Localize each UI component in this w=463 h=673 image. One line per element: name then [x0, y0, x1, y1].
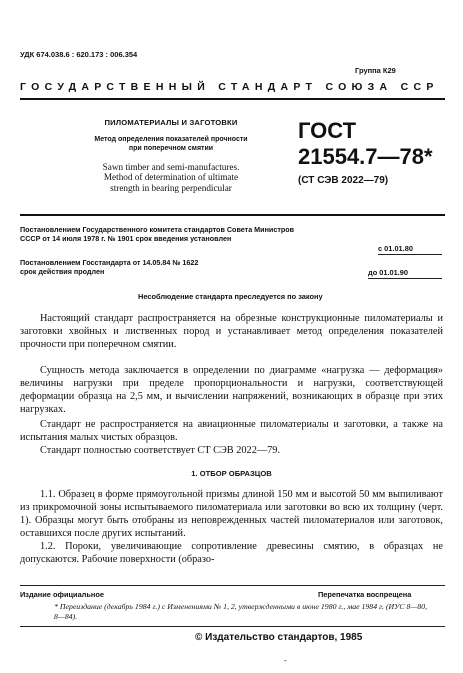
section-title: 1. ОТБОР ОБРАЗЦОВ [191, 469, 272, 478]
decree-first [20, 225, 294, 243]
document-title: ПИЛОМАТЕРИАЛЫ И ЗАГОТОВКИ [104, 118, 238, 127]
page-mark: - [284, 656, 287, 665]
date-underline [378, 254, 442, 255]
english-title-line: strength in bearing perpendicular [110, 182, 232, 193]
body-paragraph: Стандарт полностью соответствует СТ СЭВ 2022—79. [40, 445, 281, 456]
body-paragraph: 1.2. Пороки, увеличивающие сопротивление древесины смятию, в образцах не допускаются. Рабочие поверхности (образо- [20, 541, 443, 565]
decree-second-date: до 01.01.90 [368, 268, 409, 277]
penalty-notice: Несоблюдение стандарта преследуется по закону [138, 292, 323, 301]
english-title-line: Sawn timber and semi-manufactures. [102, 162, 240, 172]
decree-first-date: с 01.01.80 [378, 244, 413, 253]
footer-rule [20, 626, 445, 627]
body-paragraph: 1.1. Образец в форме прямоугольной призмы длиной 150 мм и высотой 50 мм выпиливают из прикромочной зоны испытываемого пиломатериала или заготовки во всю их толщину (черт. 1). Образцы могут быть отобраны из неповрежденных частей пиломатериалов или заготовок, оставшихся после других испытаний. [20, 489, 443, 539]
body-paragraph: Стандарт не распространяется на авиационные пиломатериалы и заготовки, а также на испытания малых чистых образцов. [20, 419, 443, 443]
gost-block [298, 120, 448, 186]
footnote: * Переиздание (декабрь 1984 г.) с Изменениями № 1, 2, утвержденными в июне 1980 г., мае 1984 г. (ИУС 8—80, 8—84). [54, 602, 428, 621]
decree-line: Постановлением Государственного комитета стандартов Совета Министров [20, 225, 295, 234]
body-paragraph: Сущность метода заключается в определении по диаграмме «нагрузка — деформация» величины нагрузки при пределе пропорциональности и нагрузки, соответствующей деформации образца на 2,5 мм, и вычислении напряжений, возникающих в образце при этих нагрузках. [20, 365, 443, 415]
title-rule [20, 214, 445, 216]
copyright: © Издательство стандартов, 1985 [195, 632, 363, 643]
title-block [60, 118, 282, 193]
standard-banner: ГОСУДАРСТВЕННЫЙ СТАНДАРТ СОЮЗА ССР [20, 81, 439, 93]
body-paragraph: Настоящий стандарт распространяется на обрезные конструкционные пиломатериалы и заготовки хвойных и лиственных пород и устанавливает метод определения показателей прочности при поперечном смятии. [20, 313, 443, 350]
date-underline [368, 278, 442, 279]
gost-label: ГОСТ [298, 118, 357, 143]
udk-code: УДК 674.038.6 : 620.173 : 006.354 [20, 50, 138, 59]
official-edition-label: Издание официальное [20, 590, 105, 599]
english-title [60, 162, 282, 193]
group-code: Группа К29 [355, 66, 396, 75]
footer-rule [20, 585, 445, 586]
decree-line: срок действия продлен [20, 267, 105, 276]
document-subtitle [60, 136, 282, 153]
subtitle-line: при поперечном смятии [128, 144, 214, 152]
sev-reference: (СТ СЭВ 2022—79) [298, 175, 389, 186]
gost-number: 21554.7—78* [298, 144, 433, 169]
decree-second [20, 258, 198, 276]
reprint-notice: Перепечатка воспрещена [318, 590, 412, 599]
english-title-line: Method of determination of ultimate [103, 172, 239, 183]
decree-line: Постановлением Госстандарта от 14.05.84 № 1622 [20, 258, 199, 267]
subtitle-line: Метод определения показателей прочности [94, 136, 248, 143]
header-rule [20, 98, 445, 100]
decree-line: СССР от 14 июля 1978 г. № 1901 срок введения установлен [20, 234, 232, 243]
